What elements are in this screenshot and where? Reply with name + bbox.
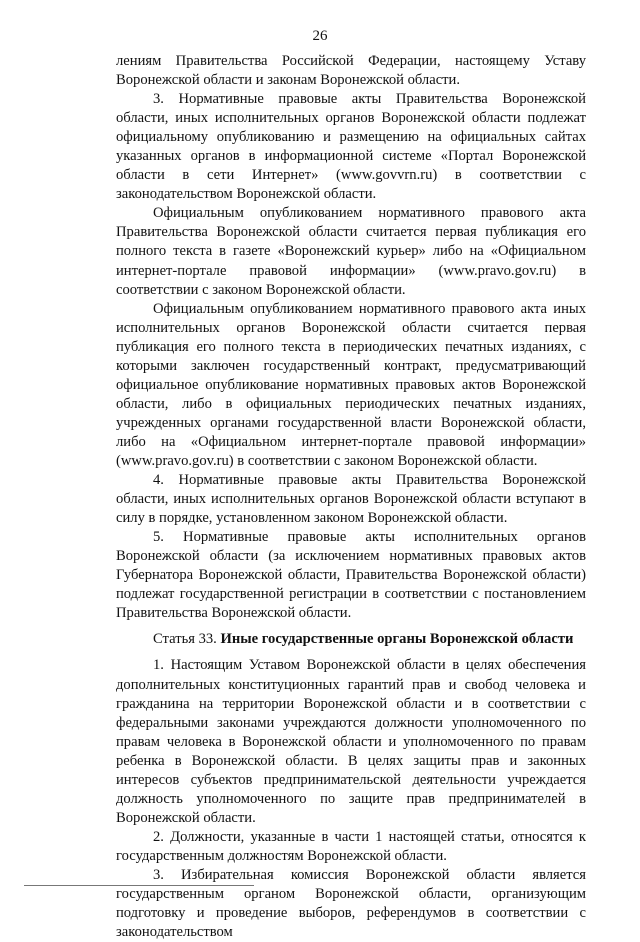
article-heading xyxy=(116,630,586,649)
document-body xyxy=(116,52,586,942)
paragraph-item-4: 4. Нормативные правовые акты Правительства Воронежской области, иных исполнительных органов Воронежской области вступают в силу в порядке, установленном законом Воронежской области. xyxy=(116,472,586,527)
article-paragraph-1: 1. Настоящим Уставом Воронежской области в целях обеспечения дополнительных конституционных гарантий прав и свобод человека и гражданина на территории Воронежской области и в соответствии с федеральными законами учреждаются должности уполномоченного по правам человека в Воронежской области и уполномоченного по правам ребенка в Воронежской области. В целях защиты прав и законных интересов субъектов предпринимательской деятельности учреждается должность уполномоченного по защите прав предпринимателей в Воронежской области. xyxy=(116,657,586,826)
article-paragraph-3: 3. Избирательная комиссия Воронежской области является государственным органом Воронежской области, организующим подготовку и проведение выборов, референдумов в соответствии с законодательством xyxy=(116,866,586,941)
paragraph-executive-publication: Официальным опубликованием нормативного правового акта иных исполнительных органов Воронежской области считается первая публикация его полного текста в периодических печатных изданиях, с которыми заключен государственный контракт, предусматривающий официальное опубликование нормативных правовых актов Воронежской области, либо в официальных периодических печатных изданиях, учрежденных органами государственной власти Воронежской области, либо на «Официальном интернет-портале правовой информации» (www.pravo.gov.ru) в соответствии с законом Воронежской области. xyxy=(116,300,586,469)
article-title: Иные государственные органы Воронежской области xyxy=(220,631,574,648)
article-number: Статья 33. xyxy=(153,631,217,648)
article-paragraph-2: 2. Должности, указанные в части 1 настоящей статьи, относятся к государственным должностям Воронежской области. xyxy=(116,828,586,864)
footer-divider xyxy=(24,885,254,886)
page-number: 26 xyxy=(312,28,328,44)
paragraph-continuation: лениям Правительства Российской Федерации, настоящему Уставу Воронежской области и законам Воронежской области. xyxy=(116,53,586,89)
paragraph-item-5: 5. Нормативные правовые акты исполнительных органов Воронежской области (за исключением нормативных правовых актов Губернатора Воронежской области, Правительства Воронежской области) подлежат государственной регистрации в соответствии с постановлением Правительства Воронежской области. xyxy=(116,529,586,622)
paragraph-government-publication: Официальным опубликованием нормативного правового акта Правительства Воронежской области считается первая публикация его полного текста в газете «Воронежский курьер» либо на «Официальном интернет-портале правовой информации» (www.pravo.gov.ru) в соответствии с законом Воронежской области. xyxy=(116,205,586,298)
paragraph-item-3: 3. Нормативные правовые акты Правительства Воронежской области, иных исполнительных органов Воронежской области подлежат официальному опубликованию и размещению на официальных сайтах указанных органов в информационной системе «Портал Воронежской области в сети Интернет» (www.govvrn.ru) в соответствии с законодательством Воронежской области. xyxy=(116,91,586,203)
